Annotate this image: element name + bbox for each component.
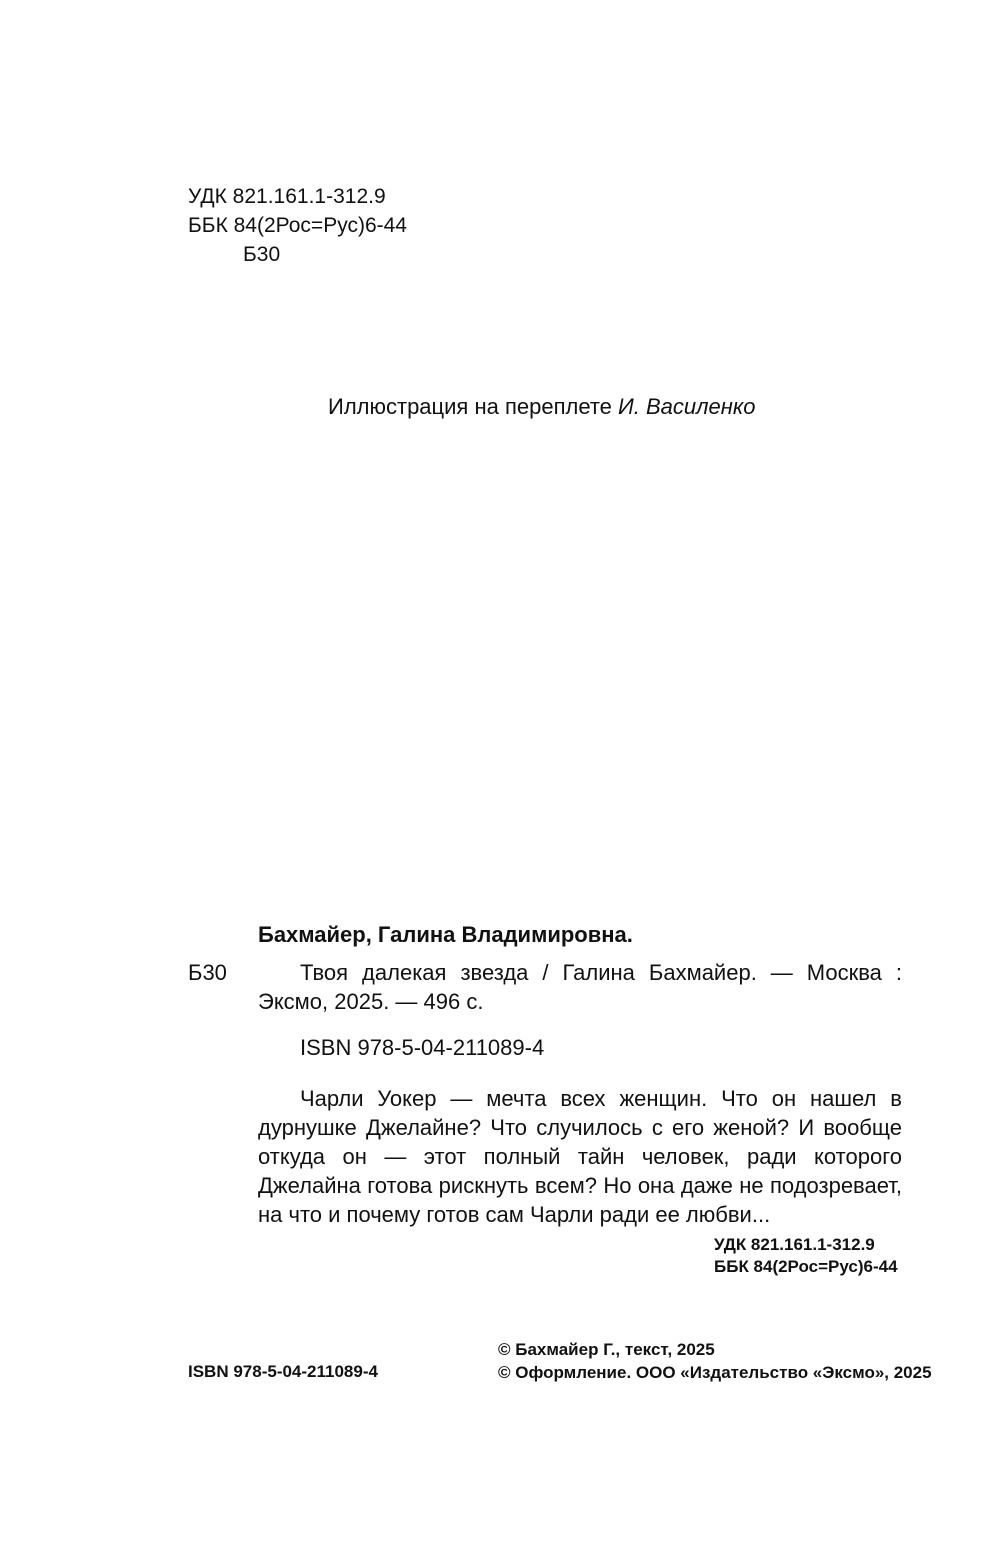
- illustration-artist: И. Василенко: [618, 394, 756, 419]
- title-description: Твоя далекая звезда / Галина Бахмайер. — Москва : Эксмо, 2025. — 496 с.: [258, 960, 902, 1014]
- bbk-code-bottom: ББК 84(2Рос=Рус)6-44: [714, 1257, 898, 1276]
- classification-block-top: [188, 182, 407, 269]
- author-heading: Бахмайер, Галина Владимировна.: [258, 922, 633, 947]
- author-sign-left: Б30: [188, 960, 227, 985]
- footer-isbn: ISBN 978-5-04-211089-4: [188, 1362, 378, 1381]
- udk-code-bottom: УДК 821.161.1-312.9: [714, 1235, 875, 1254]
- bibliographic-description: [258, 958, 902, 1229]
- bbk-code: ББК 84(2Рос=Рус)6-44: [188, 214, 407, 237]
- copyright-text: © Бахмайер Г., текст, 2025: [498, 1340, 715, 1359]
- copyright-design: © Оформление. ООО «Издательство «Эксмо», 2025: [498, 1363, 932, 1382]
- illustration-credit: [328, 394, 756, 420]
- illustration-label: Иллюстрация на переплете: [328, 394, 612, 419]
- copyright-block: [498, 1338, 932, 1384]
- classification-block-bottom: [714, 1234, 898, 1278]
- isbn-line: ISBN 978-5-04-211089-4: [300, 1035, 545, 1060]
- annotation: Чарли Уокер — мечта всех женщин. Что он нашел в дурнушке Джелайне? Что случилось с его женой? И вообще откуда он — этот полный тайн человек, ради которого Джелайна готова рискнуть всем? Но она даже не подозревает, на что и почему готов сам Чарли ради ее любви...: [258, 1086, 902, 1227]
- udk-code: УДК 821.161.1-312.9: [188, 185, 386, 208]
- author-sign: Б30: [243, 243, 281, 266]
